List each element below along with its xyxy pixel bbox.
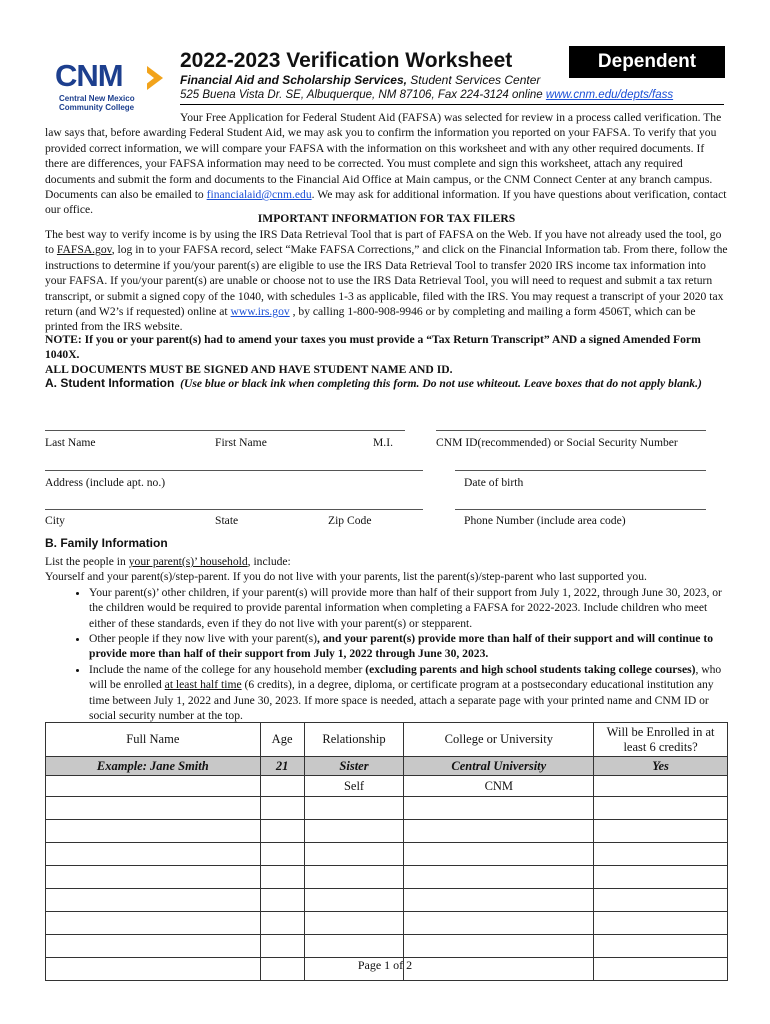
table-cell[interactable]	[46, 776, 261, 797]
self-row	[46, 776, 728, 797]
tax-paragraph	[45, 227, 728, 335]
dob-line[interactable]	[455, 470, 706, 471]
bullet-college	[89, 662, 728, 724]
bullet3-a: Include the name of the college for any household member	[89, 662, 366, 676]
bullet3-d: (6 credits), in a degree, diploma, or certificate program at a postsecondary educational institution any time between July 1, 2022 and June 30, 2023. If more space is needed, attach a separate page with your printed name and CNM ID or social security number at the top.	[89, 678, 714, 723]
name-line[interactable]	[45, 430, 405, 431]
logo-mark: CNM	[55, 58, 123, 93]
header-full-name: Full Name	[46, 723, 261, 757]
zip-label: Zip Code	[328, 514, 372, 527]
office-line	[180, 73, 540, 87]
table-row	[46, 935, 728, 958]
table-cell[interactable]	[404, 843, 594, 866]
table-cell[interactable]	[304, 889, 404, 912]
tax-text-a: The best way to verify income is by using the IRS Data Retrieval Tool that is part of FAFSA on the Web. If you have not already used the tool, go to	[45, 228, 722, 257]
office-address: 525 Buena Vista Dr. SE, Albuquerque, NM 87106, Fax 224-3124 online	[180, 89, 546, 101]
table-cell[interactable]	[594, 889, 728, 912]
yourself-line: Yourself and your parent(s)/step-parent. If you do not live with your parents, list the parent(s)/step-parent who last supported you.	[45, 570, 647, 584]
intro-paragraph	[45, 110, 728, 218]
family-table	[45, 722, 728, 981]
section-a-header	[45, 376, 728, 391]
table-cell[interactable]	[260, 776, 304, 797]
table-row	[46, 843, 728, 866]
table-cell[interactable]	[304, 935, 404, 958]
table-cell[interactable]	[46, 889, 261, 912]
address-line	[180, 89, 673, 101]
section-a-instruction: (Use blue or black ink when completing this form. Do not use whiteout. Leave boxes that do not apply blank.)	[180, 377, 702, 390]
phone-label: Phone Number (include area code)	[464, 514, 626, 527]
header-enrolled: Will be Enrolled in at least 6 credits?	[594, 723, 728, 757]
mi-label: M.I.	[373, 436, 393, 449]
list-intro-b: , include:	[247, 555, 291, 568]
section-b-title: B. Family Information	[45, 536, 168, 550]
irs-link[interactable]: www.irs.gov	[230, 305, 290, 319]
example-enrolled: Yes	[594, 757, 728, 776]
city-label: City	[45, 514, 65, 527]
fass-link[interactable]: www.cnm.edu/depts/fass	[545, 89, 674, 101]
bullet3-link: at least half time	[164, 678, 242, 692]
last-name-label: Last Name	[45, 436, 96, 449]
header-college: College or University	[404, 723, 594, 757]
dependent-badge: Dependent	[569, 46, 725, 78]
bullet-other-people	[89, 631, 728, 662]
table-cell[interactable]	[260, 912, 304, 935]
example-row	[46, 757, 728, 776]
tax-text-b: , log in to your FAFSA record, select “Make FAFSA Corrections,” and click on the Financial Information tab. From there, follow the instructions to determine if you/your parent(s) are eligible to use the IRS Data Retrieval Tool to transfer 2020 IRS income tax information into your FAFSA. If you/your parent(s) are unable or choose not to use the IRS Data Retrieval Tool, you will need to request and submit a tax return transcript, or submit a signed copy of the 1040, with schedules 1-3 as applicable, filed with the IRS. You may request a transcript of your 2020 tax return (and W2’s if requested) online at	[45, 243, 728, 319]
all-documents-note: ALL DOCUMENTS MUST BE SIGNED AND HAVE STUDENT NAME AND ID.	[45, 363, 453, 376]
table-cell[interactable]	[46, 866, 261, 889]
bullet2-b: , and your parent(s) provide more than half of their support and will continue to provide more than half of their support from July 1, 2022 through June 30, 2023.	[89, 632, 714, 661]
table-row	[46, 912, 728, 935]
first-name-label: First Name	[215, 436, 267, 449]
table-cell[interactable]	[404, 935, 594, 958]
bullet-other-children: • Your parent(s)’ other children, if your parent(s) will provide more than half of their support from July 1, 2022, through June 30, 2023, or the children would be required to provide parental information when completing a FAFSA for 2022-2023. Include children who meet either of these standards, even if they do not live with your parent(s) or stepparent.	[89, 585, 728, 631]
address-label: Address (include apt. no.)	[45, 476, 166, 489]
cnm-logo	[55, 58, 173, 118]
fafsa-link[interactable]: FAFSA.gov	[56, 243, 112, 257]
phone-line[interactable]	[455, 509, 706, 510]
city-state-zip-line[interactable]	[45, 509, 423, 510]
table-cell[interactable]	[46, 912, 261, 935]
cnm-id-label: CNM ID(recommended) or Social Security Number	[436, 436, 678, 449]
example-college: Central University	[404, 757, 594, 776]
table-cell[interactable]	[594, 866, 728, 889]
table-header-row	[46, 723, 728, 757]
table-cell[interactable]	[260, 866, 304, 889]
state-label: State	[215, 514, 239, 527]
table-cell[interactable]	[46, 820, 261, 843]
household-underlined: your parent(s)’ household	[128, 555, 248, 568]
header-relationship: Relationship	[304, 723, 404, 757]
bullet3-c: , who will be enrolled	[89, 662, 722, 692]
example-age: 21	[260, 757, 304, 776]
table-cell[interactable]	[46, 797, 261, 820]
table-cell[interactable]	[404, 797, 594, 820]
address-line-field[interactable]	[45, 470, 423, 471]
example-relationship: Sister	[304, 757, 404, 776]
page-number: Page 1 of 2	[357, 958, 413, 972]
table-cell[interactable]	[304, 820, 404, 843]
intro-text-end: . We may ask for additional information. If you have questions about verification, contact our office.	[45, 188, 727, 217]
table-cell[interactable]	[404, 889, 594, 912]
table-cell[interactable]	[304, 912, 404, 935]
table-cell[interactable]	[46, 935, 261, 958]
list-intro-a: List the people in	[45, 555, 129, 568]
table-cell[interactable]	[260, 820, 304, 843]
table-cell[interactable]	[260, 935, 304, 958]
table-cell[interactable]	[260, 889, 304, 912]
table-row	[46, 889, 728, 912]
header-divider	[180, 104, 724, 105]
family-instructions	[45, 554, 728, 723]
email-link[interactable]: financialaid@cnm.edu	[206, 188, 312, 202]
example-name: Example: Jane Smith	[46, 757, 261, 776]
self-relationship: Self	[304, 776, 404, 797]
section-a-title: A. Student Information	[45, 376, 175, 390]
page-title: 2022-2023 Verification Worksheet	[180, 49, 513, 72]
self-college: CNM	[404, 776, 594, 797]
table-cell[interactable]	[594, 820, 728, 843]
table-row	[46, 797, 728, 820]
table-cell[interactable]	[594, 843, 728, 866]
table-cell[interactable]	[404, 866, 594, 889]
amend-note: NOTE: If you or your parent(s) had to amend your taxes you must provide a “Tax Return Transcript” AND a signed Amended Form 1040X.	[45, 333, 701, 362]
table-cell[interactable]	[260, 797, 304, 820]
logo-subtitle: Central New Mexico Community College	[59, 94, 135, 112]
table-cell[interactable]	[594, 797, 728, 820]
tax-text-c: , by calling 1-800-908-9946 or by completing and mailing a form 4506T, which can be printed from the IRS website.	[45, 305, 696, 334]
header-age: Age	[260, 723, 304, 757]
table-cell[interactable]	[404, 912, 594, 935]
bullet2-a: Other people if they now live with your parent(s)	[89, 632, 317, 646]
table-cell[interactable]	[46, 843, 261, 866]
list-intro	[45, 554, 728, 569]
logo-chevron-inner	[145, 71, 154, 85]
table-cell[interactable]	[304, 866, 404, 889]
table-cell[interactable]	[304, 843, 404, 866]
intro-text: Your Free Application for Federal Student Aid (FAFSA) was selected for review in a process called verification. The law says that, before awarding Federal Student Aid, we may ask you to confirm the information you reported on your FAFSA. To verify that you provided correct information, we will compare your FAFSA with the information on this worksheet and with any other required documents. If there are differences, your FAFSA information may need to be corrected. You must complete and sign this worksheet, attach any required documents and submit the form and documents to the Financial Aid Office at Main campus, or the CNM Connect Center at any branch campus. Documents can also be emailed to	[45, 111, 722, 202]
table-cell[interactable]	[260, 843, 304, 866]
table-row	[46, 820, 728, 843]
table-cell[interactable]	[404, 820, 594, 843]
table-row	[46, 866, 728, 889]
table-cell[interactable]	[304, 797, 404, 820]
table-cell[interactable]	[594, 912, 728, 935]
tax-heading: IMPORTANT INFORMATION FOR TAX FILERS	[257, 212, 516, 225]
table-cell[interactable]	[594, 935, 728, 958]
table-cell[interactable]	[594, 776, 728, 797]
dob-label: Date of birth	[464, 476, 524, 489]
office-location: Student Services Center	[406, 73, 541, 87]
office-name: Financial Aid and Scholarship Services,	[180, 73, 407, 87]
family-bullet-list	[45, 585, 728, 724]
bullet3-b: (excluding parents and high school students taking college courses)	[365, 662, 696, 676]
cnm-id-line[interactable]	[436, 430, 706, 431]
